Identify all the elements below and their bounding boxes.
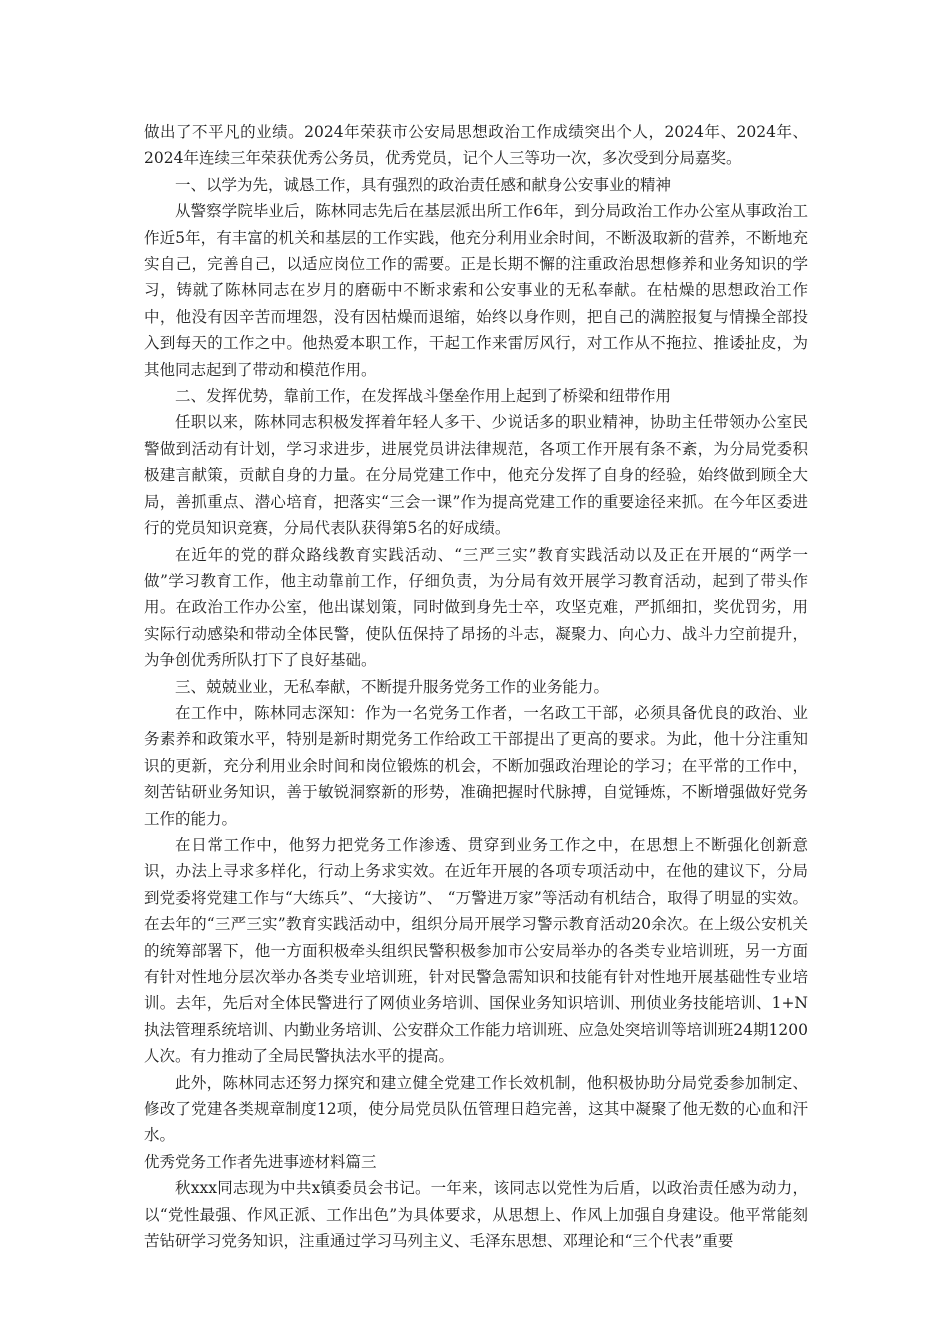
paragraph-6: 此外，陈林同志还努力探究和建立健全党建工作长效机制，他积极协助分局党委参加制定、修改了党建各类规章制度12项，使分局党员队伍管理日趋完善，这其中凝聚了他无数的心血和汗水。 <box>144 1073 808 1145</box>
document-page <box>144 119 808 1254</box>
section-heading-1: 一、以学为先，诚恳工作，具有强烈的政治责任感和献身公安事业的精神 <box>175 175 672 194</box>
paragraph-7: 秋xxx同志现为中共x镇委员会书记。一年来，该同志以党性为后盾，以政治责任感为动力，以“党性最强、作风正派、工作出色”为具体要求，从思想上、作风上加强自身建设。他平常能刻苦钻研学习党务知识，注重通过学习马列主义、毛泽东思想、邓理论和“三个代表”重要 <box>144 1179 808 1251</box>
section-heading-2: 二、发挥优势，靠前工作，在发挥战斗堡垒作用上起到了桥梁和纽带作用 <box>175 387 672 406</box>
paragraph-1: 从警察学院毕业后，陈林同志先后在基层派出所工作6年，到分局政治工作办公室从事政治工作近5年，有丰富的机关和基层的工作实践，他充分利用业余时间，不断汲取新的营养，不断地充实自己，完善自己，以适应岗位工作的需要。正是长期不懈的注重政治思想修养和业务知识的学习，铸就了陈林同志在岁月的磨砺中不断求索和公安事业的无私奉献。在枯燥的思想政治工作中，他没有因辛苦而埋怨，没有因枯燥而退缩，始终以身作则，把自己的满腔报复与情操全部投入到每天的工作之中。他热爱本职工作，干起工作来雷厉风行，对工作从不拖拉、推诿扯皮，为其他同志起到了带动和模范作用。 <box>144 202 808 379</box>
paragraph-2: 任职以来，陈林同志积极发挥着年轻人多干、少说话多的职业精神，协助主任带领办公室民警做到活动有计划，学习求进步，进展党员讲法律规范，各项工作开展有条不紊，为分局党委积极建言献策，贡献自身的力量。在分局党建工作中，他充分发挥了自身的经验，始终做到顾全大局，善抓重点、潜心培育，把落实“三会一课”作为提高党建工作的重要途径来抓。在今年区委进行的党员知识竞赛，分局代表队获得第5名的好成绩。 <box>144 413 808 538</box>
article-title-part-three: 优秀党务工作者先进事迹材料篇三 <box>144 1152 377 1171</box>
paragraph-intro: 做出了不平凡的业绩。2024年荣获市公安局思想政治工作成绩突出个人，2024年、2024年、2024年连续三年荣获优秀公务员，优秀党员，记个人三等功一次，多次受到分局嘉奖。 <box>144 123 808 168</box>
paragraph-3: 在近年的党的群众路线教育实践活动、“三严三实”教育实践活动以及正在开展的“两学一做”学习教育工作，他主动靠前工作，仔细负责，为分局有效开展学习教育活动，起到了带头作用。在政治工作办公室，他出谋划策，同时做到身先士卒，攻坚克难，严抓细扣，奖优罚劣，用实际行动感染和带动全体民警，使队伍保持了昂扬的斗志，凝聚力、向心力、战斗力空前提升，为争创优秀所队打下了良好基础。 <box>144 545 808 670</box>
paragraph-5: 在日常工作中，他努力把党务工作渗透、贯穿到业务工作之中，在思想上不断强化创新意识，办法上寻求多样化，行动上务求实效。在近年开展的各项专项活动中，在他的建议下，分局到党委将党建工作与“大练兵”、“大接访”、 “万警进万家”等活动有机结合，取得了明显的实效。在去年的“三严三实”教育实践活动中，组织分局开展学习警示教育活动20余次。在上级公安机关的统筹部署下，他一方面积极牵头组织民警积极参加市公安局举办的各类专业培训班，另一方面有针对性地分层次举办各类专业培训班，针对民警急需知识和技能有针对性地开展基础性专业培训。去年，先后对全体民警进行了网侦业务培训、国保业务知识培训、刑侦业务技能培训、1+N执法管理系统培训、内勤业务培训、公安群众工作能力培训班、应急处突培训等培训班24期1200人次。有力推动了全局民警执法水平的提高。 <box>144 835 808 1066</box>
paragraph-4: 在工作中，陈林同志深知：作为一名党务工作者，一名政工干部，必须具备优良的政治、业务素养和政策水平，特别是新时期党务工作给政工干部提出了更高的要求。为此，他十分注重知识的更新，充分利用业余时间和岗位锻炼的机会，不断加强政治理论的学习；在平常的工作中，刻苦钻研业务知识，善于敏锐洞察新的形势，准确把握时代脉搏，自觉锤炼，不断增强做好党务工作的能力。 <box>144 703 808 828</box>
section-heading-3: 三、兢兢业业，无私奉献，不断提升服务党务工作的业务能力。 <box>175 677 610 696</box>
